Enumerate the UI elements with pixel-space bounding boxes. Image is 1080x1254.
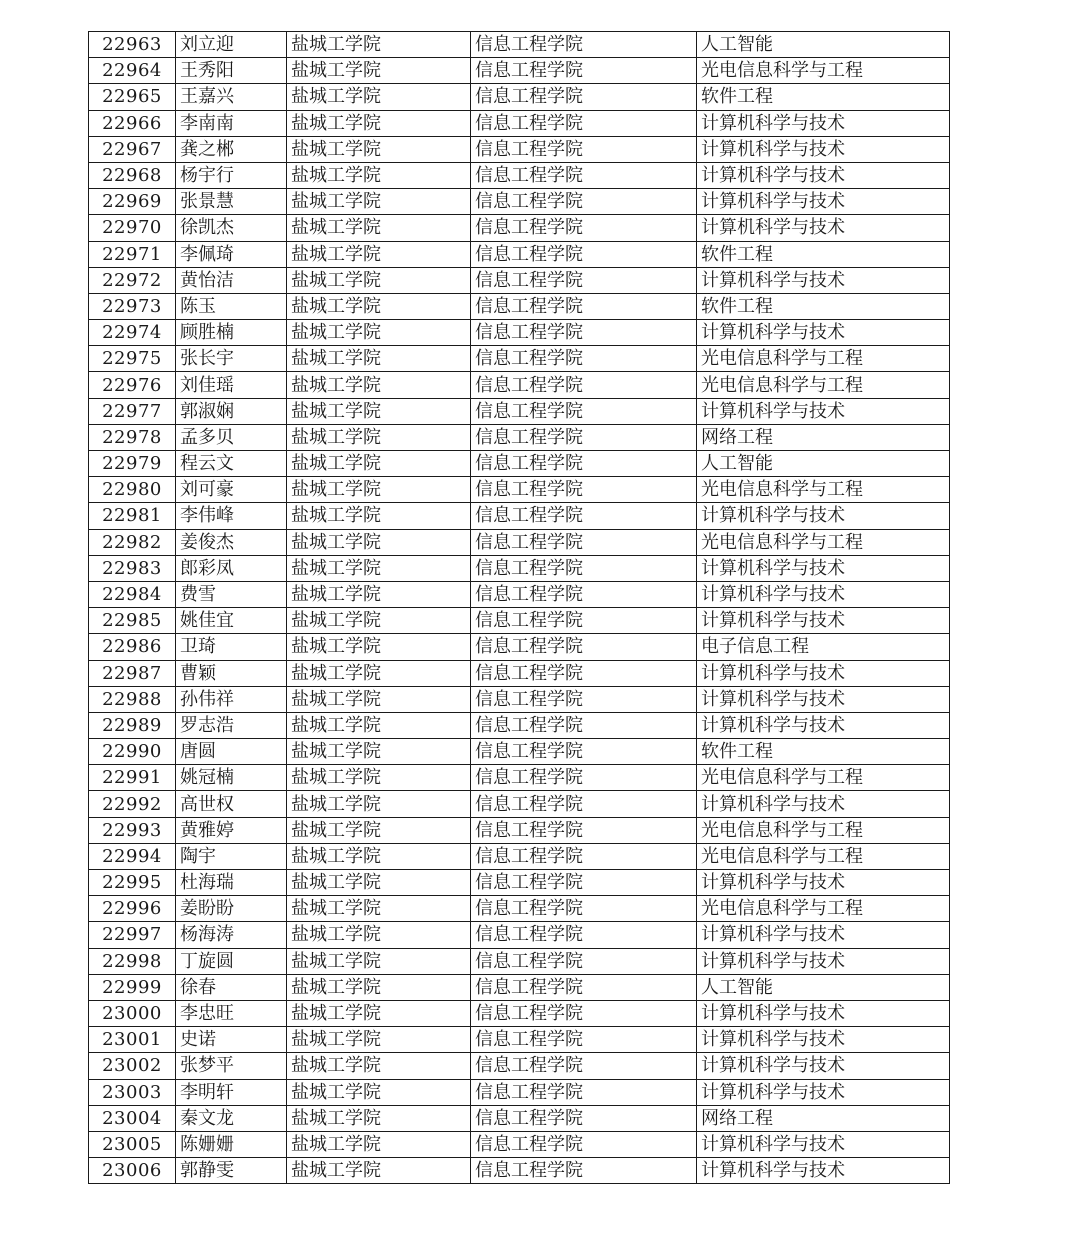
- college-cell: 信息工程学院: [471, 817, 697, 843]
- college-cell: 信息工程学院: [471, 241, 697, 267]
- college-cell: 信息工程学院: [471, 765, 697, 791]
- row-number-cell: 22977: [89, 398, 176, 424]
- row-number-cell: 23001: [89, 1027, 176, 1053]
- major-cell: 计算机科学与技术: [697, 1053, 950, 1079]
- row-number-cell: 22975: [89, 346, 176, 372]
- major-cell: 网络工程: [697, 424, 950, 450]
- school-cell: 盐城工学院: [287, 739, 471, 765]
- table-row: [89, 398, 950, 424]
- student-name-cell: 杨海涛: [176, 922, 287, 948]
- school-cell: 盐城工学院: [287, 346, 471, 372]
- row-number-cell: 22967: [89, 136, 176, 162]
- college-cell: 信息工程学院: [471, 424, 697, 450]
- row-number-cell: 22995: [89, 870, 176, 896]
- row-number-cell: 22983: [89, 555, 176, 581]
- college-cell: 信息工程学院: [471, 293, 697, 319]
- college-cell: 信息工程学院: [471, 189, 697, 215]
- student-name-cell: 孙伟祥: [176, 686, 287, 712]
- table-row: [89, 555, 950, 581]
- student-name-cell: 李南南: [176, 110, 287, 136]
- table-row: [89, 424, 950, 450]
- college-cell: 信息工程学院: [471, 346, 697, 372]
- school-cell: 盐城工学院: [287, 32, 471, 58]
- college-cell: 信息工程学院: [471, 1000, 697, 1026]
- school-cell: 盐城工学院: [287, 503, 471, 529]
- school-cell: 盐城工学院: [287, 686, 471, 712]
- major-cell: 计算机科学与技术: [697, 1158, 950, 1184]
- school-cell: 盐城工学院: [287, 974, 471, 1000]
- row-number-cell: 22989: [89, 712, 176, 738]
- school-cell: 盐城工学院: [287, 660, 471, 686]
- table-row: [89, 241, 950, 267]
- student-name-cell: 郭淑娴: [176, 398, 287, 424]
- college-cell: 信息工程学院: [471, 477, 697, 503]
- row-number-cell: 22971: [89, 241, 176, 267]
- table-row: [89, 581, 950, 607]
- student-name-cell: 姚冠楠: [176, 765, 287, 791]
- college-cell: 信息工程学院: [471, 1027, 697, 1053]
- row-number-cell: 23003: [89, 1079, 176, 1105]
- student-name-cell: 黄雅婷: [176, 817, 287, 843]
- row-number-cell: 22992: [89, 791, 176, 817]
- student-name-cell: 黄怡洁: [176, 267, 287, 293]
- row-number-cell: 22984: [89, 581, 176, 607]
- major-cell: 软件工程: [697, 241, 950, 267]
- table-row: [89, 1131, 950, 1157]
- school-cell: 盐城工学院: [287, 634, 471, 660]
- college-cell: 信息工程学院: [471, 660, 697, 686]
- row-number-cell: 23006: [89, 1158, 176, 1184]
- school-cell: 盐城工学院: [287, 765, 471, 791]
- table-row: [89, 293, 950, 319]
- table-row: [89, 320, 950, 346]
- table-row: [89, 503, 950, 529]
- student-name-cell: 丁旋圆: [176, 948, 287, 974]
- major-cell: 人工智能: [697, 32, 950, 58]
- major-cell: 计算机科学与技术: [697, 686, 950, 712]
- student-name-cell: 王秀阳: [176, 58, 287, 84]
- table-row: [89, 267, 950, 293]
- student-name-cell: 高世权: [176, 791, 287, 817]
- student-name-cell: 顾胜楠: [176, 320, 287, 346]
- student-name-cell: 曹颖: [176, 660, 287, 686]
- major-cell: 光电信息科学与工程: [697, 817, 950, 843]
- table-row: [89, 948, 950, 974]
- table-row: [89, 608, 950, 634]
- college-cell: 信息工程学院: [471, 162, 697, 188]
- table-row: [89, 974, 950, 1000]
- college-cell: 信息工程学院: [471, 555, 697, 581]
- row-number-cell: 22978: [89, 424, 176, 450]
- major-cell: 计算机科学与技术: [697, 948, 950, 974]
- table-row: [89, 634, 950, 660]
- row-number-cell: 22981: [89, 503, 176, 529]
- row-number-cell: 22976: [89, 372, 176, 398]
- school-cell: 盐城工学院: [287, 555, 471, 581]
- school-cell: 盐城工学院: [287, 1053, 471, 1079]
- row-number-cell: 22973: [89, 293, 176, 319]
- student-name-cell: 张景慧: [176, 189, 287, 215]
- college-cell: 信息工程学院: [471, 1079, 697, 1105]
- college-cell: 信息工程学院: [471, 110, 697, 136]
- row-number-cell: 22998: [89, 948, 176, 974]
- school-cell: 盐城工学院: [287, 1105, 471, 1131]
- college-cell: 信息工程学院: [471, 1053, 697, 1079]
- row-number-cell: 22966: [89, 110, 176, 136]
- school-cell: 盐城工学院: [287, 267, 471, 293]
- major-cell: 计算机科学与技术: [697, 791, 950, 817]
- row-number-cell: 22965: [89, 84, 176, 110]
- table-row: [89, 1079, 950, 1105]
- school-cell: 盐城工学院: [287, 896, 471, 922]
- table-row: [89, 58, 950, 84]
- student-name-cell: 郭静雯: [176, 1158, 287, 1184]
- college-cell: 信息工程学院: [471, 634, 697, 660]
- school-cell: 盐城工学院: [287, 215, 471, 241]
- college-cell: 信息工程学院: [471, 948, 697, 974]
- major-cell: 网络工程: [697, 1105, 950, 1131]
- student-name-cell: 徐春: [176, 974, 287, 1000]
- table-row: [89, 791, 950, 817]
- table-row: [89, 686, 950, 712]
- school-cell: 盐城工学院: [287, 817, 471, 843]
- student-name-cell: 陈玉: [176, 293, 287, 319]
- school-cell: 盐城工学院: [287, 372, 471, 398]
- student-name-cell: 李伟峰: [176, 503, 287, 529]
- college-cell: 信息工程学院: [471, 739, 697, 765]
- major-cell: 电子信息工程: [697, 634, 950, 660]
- table-row: [89, 346, 950, 372]
- major-cell: 计算机科学与技术: [697, 398, 950, 424]
- school-cell: 盐城工学院: [287, 870, 471, 896]
- row-number-cell: 22974: [89, 320, 176, 346]
- major-cell: 光电信息科学与工程: [697, 529, 950, 555]
- student-roster-table: [88, 31, 950, 1184]
- student-name-cell: 刘佳瑶: [176, 372, 287, 398]
- major-cell: 光电信息科学与工程: [697, 765, 950, 791]
- college-cell: 信息工程学院: [471, 791, 697, 817]
- row-number-cell: 22979: [89, 451, 176, 477]
- student-name-cell: 张梦平: [176, 1053, 287, 1079]
- table-row: [89, 896, 950, 922]
- college-cell: 信息工程学院: [471, 320, 697, 346]
- college-cell: 信息工程学院: [471, 712, 697, 738]
- major-cell: 计算机科学与技术: [697, 110, 950, 136]
- table-row: [89, 215, 950, 241]
- major-cell: 人工智能: [697, 451, 950, 477]
- major-cell: 软件工程: [697, 84, 950, 110]
- school-cell: 盐城工学院: [287, 948, 471, 974]
- row-number-cell: 22982: [89, 529, 176, 555]
- major-cell: 计算机科学与技术: [697, 162, 950, 188]
- major-cell: 光电信息科学与工程: [697, 896, 950, 922]
- row-number-cell: 22997: [89, 922, 176, 948]
- college-cell: 信息工程学院: [471, 896, 697, 922]
- row-number-cell: 22972: [89, 267, 176, 293]
- major-cell: 计算机科学与技术: [697, 267, 950, 293]
- table-row: [89, 110, 950, 136]
- major-cell: 计算机科学与技术: [697, 1079, 950, 1105]
- major-cell: 计算机科学与技术: [697, 1027, 950, 1053]
- major-cell: 计算机科学与技术: [697, 870, 950, 896]
- school-cell: 盐城工学院: [287, 1131, 471, 1157]
- table-row: [89, 765, 950, 791]
- table-row: [89, 189, 950, 215]
- row-number-cell: 23004: [89, 1105, 176, 1131]
- student-name-cell: 李忠旺: [176, 1000, 287, 1026]
- table-row: [89, 817, 950, 843]
- student-name-cell: 卫琦: [176, 634, 287, 660]
- table-row: [89, 136, 950, 162]
- college-cell: 信息工程学院: [471, 686, 697, 712]
- college-cell: 信息工程学院: [471, 398, 697, 424]
- row-number-cell: 22964: [89, 58, 176, 84]
- major-cell: 软件工程: [697, 293, 950, 319]
- college-cell: 信息工程学院: [471, 1105, 697, 1131]
- school-cell: 盐城工学院: [287, 1027, 471, 1053]
- college-cell: 信息工程学院: [471, 922, 697, 948]
- college-cell: 信息工程学院: [471, 267, 697, 293]
- college-cell: 信息工程学院: [471, 32, 697, 58]
- school-cell: 盐城工学院: [287, 110, 471, 136]
- row-number-cell: 23002: [89, 1053, 176, 1079]
- school-cell: 盐城工学院: [287, 581, 471, 607]
- table-row: [89, 162, 950, 188]
- school-cell: 盐城工学院: [287, 189, 471, 215]
- student-name-cell: 李佩琦: [176, 241, 287, 267]
- college-cell: 信息工程学院: [471, 529, 697, 555]
- row-number-cell: 22988: [89, 686, 176, 712]
- row-number-cell: 22980: [89, 477, 176, 503]
- student-name-cell: 姜盼盼: [176, 896, 287, 922]
- school-cell: 盐城工学院: [287, 608, 471, 634]
- row-number-cell: 22993: [89, 817, 176, 843]
- school-cell: 盐城工学院: [287, 320, 471, 346]
- major-cell: 计算机科学与技术: [697, 581, 950, 607]
- row-number-cell: 22999: [89, 974, 176, 1000]
- student-name-cell: 郎彩凤: [176, 555, 287, 581]
- major-cell: 计算机科学与技术: [697, 136, 950, 162]
- college-cell: 信息工程学院: [471, 451, 697, 477]
- major-cell: 计算机科学与技术: [697, 1131, 950, 1157]
- table-row: [89, 712, 950, 738]
- row-number-cell: 22991: [89, 765, 176, 791]
- student-name-cell: 刘可豪: [176, 477, 287, 503]
- major-cell: 计算机科学与技术: [697, 555, 950, 581]
- row-number-cell: 23000: [89, 1000, 176, 1026]
- major-cell: 计算机科学与技术: [697, 1000, 950, 1026]
- table-row: [89, 32, 950, 58]
- row-number-cell: 22968: [89, 162, 176, 188]
- row-number-cell: 22986: [89, 634, 176, 660]
- major-cell: 计算机科学与技术: [697, 922, 950, 948]
- roster-table-body: [89, 32, 950, 1184]
- school-cell: 盐城工学院: [287, 791, 471, 817]
- major-cell: 人工智能: [697, 974, 950, 1000]
- student-name-cell: 罗志浩: [176, 712, 287, 738]
- student-name-cell: 杜海瑞: [176, 870, 287, 896]
- student-name-cell: 费雪: [176, 581, 287, 607]
- student-name-cell: 刘立迎: [176, 32, 287, 58]
- school-cell: 盐城工学院: [287, 477, 471, 503]
- student-name-cell: 史诺: [176, 1027, 287, 1053]
- table-row: [89, 84, 950, 110]
- school-cell: 盐城工学院: [287, 1000, 471, 1026]
- school-cell: 盐城工学院: [287, 712, 471, 738]
- student-name-cell: 陶宇: [176, 843, 287, 869]
- college-cell: 信息工程学院: [471, 58, 697, 84]
- table-row: [89, 739, 950, 765]
- table-row: [89, 529, 950, 555]
- table-row: [89, 1027, 950, 1053]
- major-cell: 计算机科学与技术: [697, 608, 950, 634]
- student-name-cell: 张长宇: [176, 346, 287, 372]
- major-cell: 计算机科学与技术: [697, 712, 950, 738]
- student-name-cell: 程云文: [176, 451, 287, 477]
- school-cell: 盐城工学院: [287, 1158, 471, 1184]
- college-cell: 信息工程学院: [471, 136, 697, 162]
- student-name-cell: 龚之郴: [176, 136, 287, 162]
- school-cell: 盐城工学院: [287, 162, 471, 188]
- college-cell: 信息工程学院: [471, 870, 697, 896]
- student-name-cell: 王嘉兴: [176, 84, 287, 110]
- college-cell: 信息工程学院: [471, 608, 697, 634]
- student-name-cell: 孟多贝: [176, 424, 287, 450]
- school-cell: 盐城工学院: [287, 1079, 471, 1105]
- major-cell: 光电信息科学与工程: [697, 346, 950, 372]
- major-cell: 光电信息科学与工程: [697, 58, 950, 84]
- row-number-cell: 22987: [89, 660, 176, 686]
- student-name-cell: 秦文龙: [176, 1105, 287, 1131]
- row-number-cell: 22990: [89, 739, 176, 765]
- student-name-cell: 姚佳宜: [176, 608, 287, 634]
- school-cell: 盐城工学院: [287, 922, 471, 948]
- college-cell: 信息工程学院: [471, 581, 697, 607]
- college-cell: 信息工程学院: [471, 974, 697, 1000]
- major-cell: 光电信息科学与工程: [697, 477, 950, 503]
- college-cell: 信息工程学院: [471, 1158, 697, 1184]
- school-cell: 盐城工学院: [287, 84, 471, 110]
- major-cell: 计算机科学与技术: [697, 660, 950, 686]
- college-cell: 信息工程学院: [471, 372, 697, 398]
- school-cell: 盐城工学院: [287, 843, 471, 869]
- school-cell: 盐城工学院: [287, 529, 471, 555]
- school-cell: 盐城工学院: [287, 451, 471, 477]
- school-cell: 盐城工学院: [287, 293, 471, 319]
- major-cell: 计算机科学与技术: [697, 503, 950, 529]
- table-row: [89, 1158, 950, 1184]
- major-cell: 计算机科学与技术: [697, 189, 950, 215]
- school-cell: 盐城工学院: [287, 424, 471, 450]
- table-row: [89, 660, 950, 686]
- table-row: [89, 843, 950, 869]
- student-name-cell: 杨宇行: [176, 162, 287, 188]
- student-name-cell: 姜俊杰: [176, 529, 287, 555]
- major-cell: 光电信息科学与工程: [697, 843, 950, 869]
- school-cell: 盐城工学院: [287, 136, 471, 162]
- row-number-cell: 22996: [89, 896, 176, 922]
- table-row: [89, 870, 950, 896]
- college-cell: 信息工程学院: [471, 84, 697, 110]
- student-name-cell: 陈姗姗: [176, 1131, 287, 1157]
- college-cell: 信息工程学院: [471, 1131, 697, 1157]
- student-name-cell: 李明轩: [176, 1079, 287, 1105]
- row-number-cell: 22969: [89, 189, 176, 215]
- row-number-cell: 23005: [89, 1131, 176, 1157]
- school-cell: 盐城工学院: [287, 58, 471, 84]
- table-row: [89, 1105, 950, 1131]
- table-row: [89, 1053, 950, 1079]
- row-number-cell: 22985: [89, 608, 176, 634]
- table-row: [89, 1000, 950, 1026]
- table-row: [89, 372, 950, 398]
- row-number-cell: 22994: [89, 843, 176, 869]
- student-name-cell: 徐凯杰: [176, 215, 287, 241]
- major-cell: 计算机科学与技术: [697, 215, 950, 241]
- table-row: [89, 922, 950, 948]
- table-row: [89, 477, 950, 503]
- table-row: [89, 451, 950, 477]
- major-cell: 软件工程: [697, 739, 950, 765]
- student-name-cell: 唐圆: [176, 739, 287, 765]
- school-cell: 盐城工学院: [287, 398, 471, 424]
- school-cell: 盐城工学院: [287, 241, 471, 267]
- row-number-cell: 22963: [89, 32, 176, 58]
- major-cell: 计算机科学与技术: [697, 320, 950, 346]
- row-number-cell: 22970: [89, 215, 176, 241]
- college-cell: 信息工程学院: [471, 215, 697, 241]
- major-cell: 光电信息科学与工程: [697, 372, 950, 398]
- college-cell: 信息工程学院: [471, 843, 697, 869]
- college-cell: 信息工程学院: [471, 503, 697, 529]
